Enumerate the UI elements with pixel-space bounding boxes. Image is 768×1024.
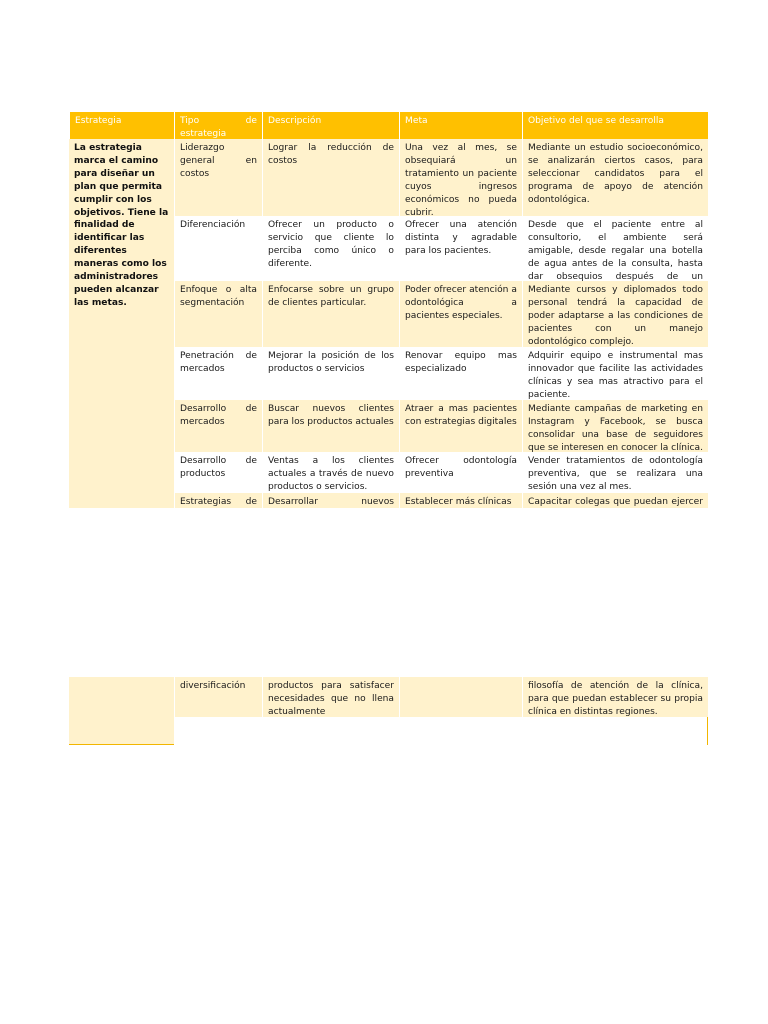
objetivo-cell: Desde que el paciente entre al consultorio, el ambiente será amigable, desde regalar una botella de agua antes de la consulta, hasta dar obsequios después de un — [522, 216, 708, 281]
tipo-cell: Estrategias de — [174, 493, 262, 508]
descripcion-cell: Enfocarse sobre un grupo de clientes particular. — [262, 281, 399, 347]
objetivo-cell: Mediante cursos y diplomados todo personal tendrá la capacidad de poder adaptarse a las condiciones de pacientes con un manejo odontológico complejo. — [522, 281, 708, 347]
tipo-cell: Desarrollo de productos — [174, 452, 262, 493]
table-right-rule — [707, 717, 708, 745]
tipo-cell: Liderazgo general en costos — [174, 139, 262, 216]
meta-cell: Atraer a mas pacientes con estrategias digitales — [399, 400, 522, 452]
objetivo-cell: Vender tratamientos de odontología preventiva, que se realizara una sesión una vez al mes. — [522, 452, 708, 493]
empty-row — [174, 717, 708, 745]
descripcion-cell: Mejorar la posición de los productos o servicios — [262, 347, 399, 400]
meta-cell — [399, 677, 522, 717]
header-descripcion: Descripción — [262, 112, 399, 139]
table-header-row — [69, 112, 708, 139]
table-row — [174, 493, 708, 508]
estrategia-description — [69, 139, 174, 508]
descripcion-cell: Ofrecer un producto o servicio que cliente lo perciba como único o diferente. — [262, 216, 399, 281]
meta-cell: Una vez al mes, se obsequiará un tratamiento un paciente cuyos ingresos económicos no pueda cubrir. — [399, 139, 522, 216]
meta-cell: Poder ofrecer atención a odontológica a pacientes especiales. — [399, 281, 522, 347]
estrategia-text: La estrategia marca el camino para diseñar un plan que permita cumplir con los objetivos. Tiene la finalidad de identificar las diferentes maneras como los administradores pueden alcanzar las metas. — [74, 143, 169, 308]
strategy-table-continuation — [69, 677, 708, 745]
header-tipo: Tipo de estrategia — [174, 112, 262, 139]
objetivo-cell: Mediante campañas de marketing en Instagram y Facebook, se busca consolidar una base de seguidores que se interesen en conocer la clínica. — [522, 400, 708, 452]
tipo-cell: Desarrollo de mercados — [174, 400, 262, 452]
meta-cell: Ofrecer odontología preventiva — [399, 452, 522, 493]
tipo-cell: Diferenciación — [174, 216, 262, 281]
table-bottom-rule — [69, 744, 174, 745]
header-estrategia: Estrategia — [69, 112, 174, 139]
table-row — [174, 347, 708, 401]
meta-cell: Establecer más clínicas — [399, 493, 522, 508]
header-objetivo: Objetivo del que se desarrolla — [522, 112, 708, 139]
descripcion-cell: Lograr la reducción de costos — [262, 139, 399, 216]
meta-cell: Renovar equipo mas especializado — [399, 347, 522, 400]
strategy-table — [69, 112, 708, 508]
tipo-cell: Enfoque o alta segmentación — [174, 281, 262, 347]
header-meta: Meta — [399, 112, 522, 139]
descripcion-cell: Desarrollar nuevos — [262, 493, 399, 508]
tipo-cell: Penetración de mercados — [174, 347, 262, 400]
estrategia-continuation-cell — [69, 677, 174, 745]
tipo-cell: diversificación — [174, 677, 262, 717]
objetivo-cell: filosofía de atención de la clínica, para que puedan establecer su propia clínica en distintas regiones. — [522, 677, 708, 717]
objetivo-cell: Adquirir equipo e instrumental mas innovador que facilite las actividades clínicas y sea mas atractivo para el paciente. — [522, 347, 708, 400]
table-row — [174, 400, 708, 453]
table-row — [174, 216, 708, 282]
table-row — [174, 281, 708, 348]
table-row — [174, 452, 708, 494]
meta-cell: Ofrecer una atención distinta y agradable para los pacientes. — [399, 216, 522, 281]
objetivo-cell: Capacitar colegas que puedan ejercer — [522, 493, 708, 508]
descripcion-cell: productos para satisfacer necesidades que no llena actualmente — [262, 677, 399, 717]
descripcion-cell: Buscar nuevos clientes para los productos actuales — [262, 400, 399, 452]
table-row — [174, 677, 708, 717]
descripcion-cell: Ventas a los clientes actuales a través de nuevo productos o servicios. — [262, 452, 399, 493]
table-row — [174, 139, 708, 217]
objetivo-cell: Mediante un estudio socioeconómico, se analizarán ciertos casos, para seleccionar candidatos para el programa de apoyo de atención odontológica. — [522, 139, 708, 216]
